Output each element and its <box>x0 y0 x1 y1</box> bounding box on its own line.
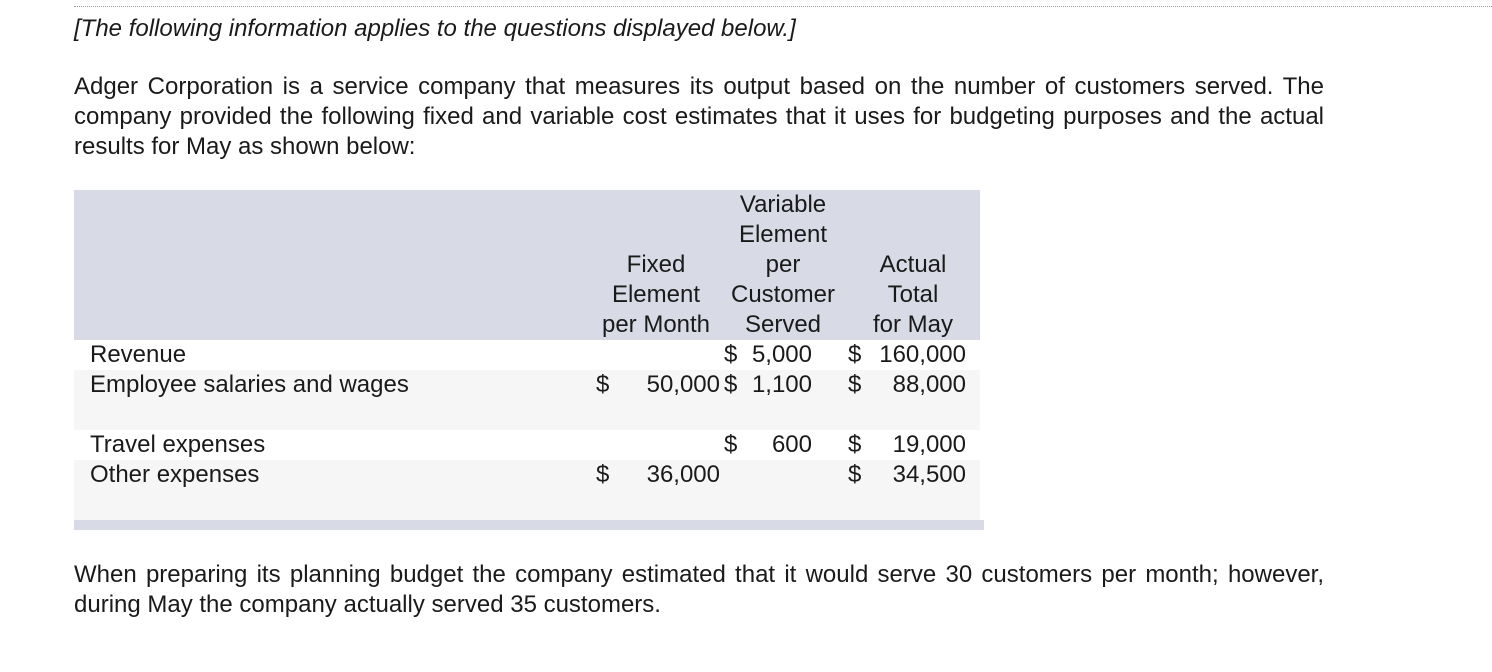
cell-travel-variable <box>724 430 812 460</box>
header-actual-total <box>848 250 978 340</box>
header-fixed-line: Fixed <box>626 251 686 278</box>
header-variable-element <box>726 190 840 340</box>
cell-salaries-fixed <box>596 370 720 400</box>
amount: 19,000 <box>892 431 966 458</box>
cell-revenue-variable <box>724 340 812 370</box>
amount: 5,000 <box>751 341 812 368</box>
header-variable-line: per <box>765 251 801 278</box>
header-variable-line: Customer <box>730 281 836 308</box>
currency-symbol: $ <box>848 461 862 488</box>
amount: 34,500 <box>892 461 966 488</box>
currency-symbol: $ <box>724 371 738 398</box>
header-actual-line: Total <box>887 281 939 308</box>
cost-estimates-table <box>74 190 984 530</box>
row-band-revenue <box>74 340 980 370</box>
cell-revenue-actual <box>848 340 966 370</box>
header-fixed-line: Element <box>611 281 701 308</box>
intro-note: [The following information applies to the questions displayed below.] <box>74 15 796 42</box>
header-fixed-element <box>594 250 718 340</box>
currency-symbol: $ <box>848 371 862 398</box>
header-actual-line: for May <box>872 311 953 338</box>
table-footer-band <box>74 520 984 530</box>
cell-salaries-variable <box>724 370 812 400</box>
header-variable-line: Variable <box>739 191 827 218</box>
header-fixed-line: per Month <box>601 311 711 338</box>
row-label-other: Other expenses <box>90 461 260 488</box>
table-header-band <box>74 190 980 340</box>
cell-other-fixed <box>596 460 720 490</box>
top-divider <box>74 6 1492 7</box>
cell-travel-actual <box>848 430 966 460</box>
cell-other-actual <box>848 460 966 490</box>
budget-note: When preparing its planning budget the company estimated that it would serve 30 customers per month; however, during May the company actually served 35 customers. <box>74 561 1324 618</box>
currency-symbol: $ <box>596 371 610 398</box>
amount: 88,000 <box>892 371 966 398</box>
header-actual-line: Actual <box>879 251 947 278</box>
currency-symbol: $ <box>848 341 862 368</box>
currency-symbol: $ <box>848 431 862 458</box>
row-label-travel: Travel expenses <box>90 431 266 458</box>
cell-salaries-actual <box>848 370 966 400</box>
currency-symbol: $ <box>596 461 610 488</box>
problem-description: Adger Corporation is a service company that measures its output based on the number of customers served. The company provided the following fixed and variable cost estimates that it uses for budgeting purposes and the actual results for May as shown below: <box>74 73 1324 160</box>
header-variable-line: Served <box>744 311 822 338</box>
amount: 36,000 <box>646 461 720 488</box>
currency-symbol: $ <box>724 341 738 368</box>
amount: 50,000 <box>646 371 720 398</box>
row-label-revenue: Revenue <box>90 341 187 368</box>
currency-symbol: $ <box>724 431 738 458</box>
amount: 160,000 <box>879 341 966 368</box>
row-label-salaries: Employee salaries and wages <box>90 371 409 398</box>
header-variable-line: Element <box>738 221 828 248</box>
amount: 600 <box>771 431 812 458</box>
amount: 1,100 <box>751 371 812 398</box>
